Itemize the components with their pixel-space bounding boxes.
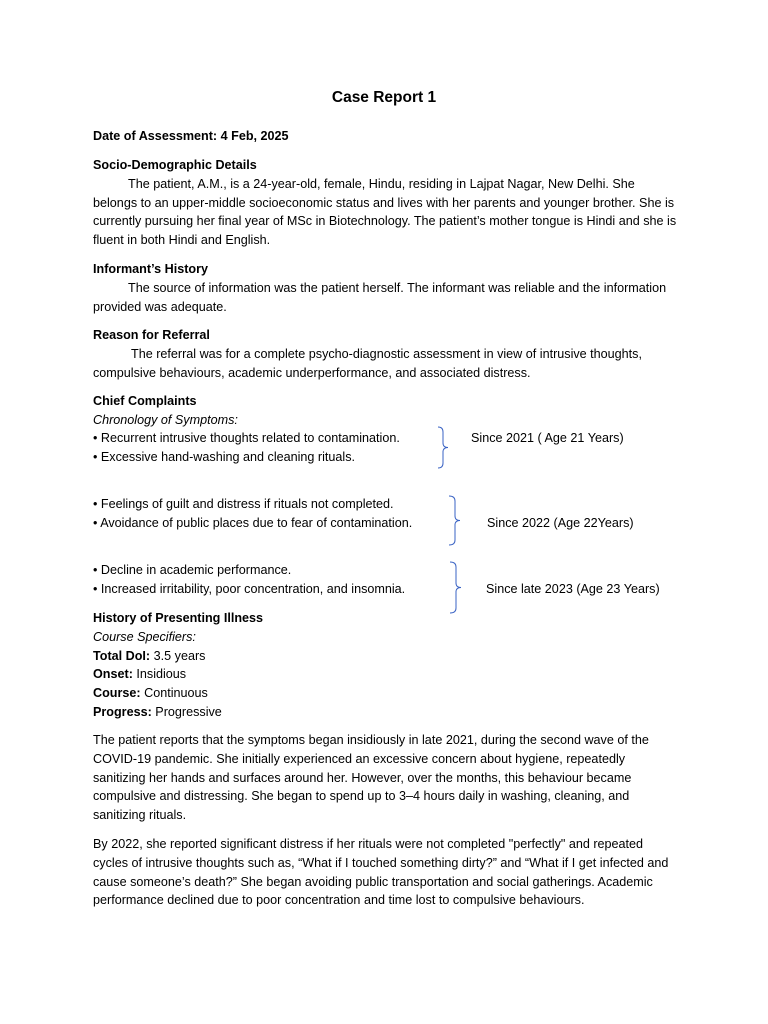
specifier-label: Course: (93, 686, 141, 701)
specifier-row (93, 684, 678, 703)
onset-since: Since 2022 (Age 22Years) (487, 516, 634, 530)
specifier-value: Continuous (144, 686, 208, 701)
assessment-date (93, 127, 678, 146)
socio-demographic-section (93, 156, 678, 250)
specifier-row (93, 647, 678, 666)
page-title: Case Report 1 (331, 89, 437, 106)
section-heading: Chief Complaints (93, 394, 197, 408)
specifier-label: Progress: (93, 704, 152, 719)
chief-complaints-header (93, 392, 678, 430)
specifier-row (93, 703, 678, 722)
history-paragraph: The patient reports that the symptoms began insidiously in late 2021, during the second wave of the COVID-19 pandemic. She initially experienced an excessive concern about hygiene, repeatedly sanitizing her hands and surfaces around her. However, over the months, this behaviour became compulsive and distressing. She began to spend up to 3–4 hours daily in washing, cleaning, and sanitizing rituals. (93, 733, 649, 823)
section-subheading: Chronology of Symptoms: (93, 412, 238, 427)
section-heading: Reason for Referral (93, 328, 210, 342)
symptom-item: • Increased irritability, poor concentration, and insomnia. (93, 582, 406, 596)
symptom-item: • Avoidance of public places due to fear of contamination. (93, 516, 413, 530)
section-heading: History of Presenting Illness (93, 611, 264, 625)
specifier-label: Onset: (93, 667, 133, 682)
brace-icon (449, 495, 463, 547)
history-paragraph: By 2022, she reported significant distress if her rituals were not completed "perfectly" and repeated cycles of intrusive thoughts such as, “What if I touched something dirty?” and “What if I get infected and cause someone’s death?” She began avoiding public transportation and social gatherings. Academic performance declined due to poor concentration and time lost to compulsive behaviours. (93, 837, 669, 908)
section-text: The patient, A.M., is a 24-year-old, female, Hindu, residing in Lajpat Nagar, New Delhi. She belongs to an upper-middle socioeconomic status and lives with her parents and younger brother. She is currently pursuing her final year of MSc in Biotechnology. The patient’s mother tongue is Hindi and she is fluent in both Hindi and English. (93, 176, 677, 248)
section-heading: Informant’s History (93, 262, 208, 276)
section-text: The referral was for a complete psycho-diagnostic assessment in view of intrusive thoughts, compulsive behaviours, academic underperformance, and associated distress. (93, 346, 642, 380)
specifier-label: Total DoI: (93, 648, 151, 663)
brace-icon (450, 561, 464, 615)
specifier-value: Progressive (155, 704, 222, 719)
section-subheading: Course Specifiers: (93, 629, 196, 644)
symptom-item: • Recurrent intrusive thoughts related to contamination. (93, 431, 400, 445)
symptom-item: • Excessive hand-washing and cleaning rituals. (93, 450, 356, 464)
brace-icon (436, 426, 450, 470)
onset-since: Since late 2023 (Age 23 Years) (486, 582, 660, 596)
specifier-value: Insidious (136, 667, 187, 682)
referral-section (93, 326, 678, 382)
date-label: Date of Assessment: (93, 129, 218, 143)
symptom-item: • Decline in academic performance. (93, 563, 292, 577)
onset-since: Since 2021 ( Age 21 Years) (471, 431, 624, 445)
history-section (93, 609, 678, 722)
symptom-item: • Feelings of guilt and distress if rituals not completed. (93, 497, 394, 511)
specifier-value: 3.5 years (153, 648, 206, 663)
section-text: The source of information was the patient herself. The informant was reliable and the information provided was adequate. (93, 280, 667, 314)
informant-section (93, 260, 678, 316)
section-heading: Socio-Demographic Details (93, 158, 257, 172)
date-value: 4 Feb, 2025 (220, 129, 289, 143)
specifier-row (93, 665, 678, 684)
